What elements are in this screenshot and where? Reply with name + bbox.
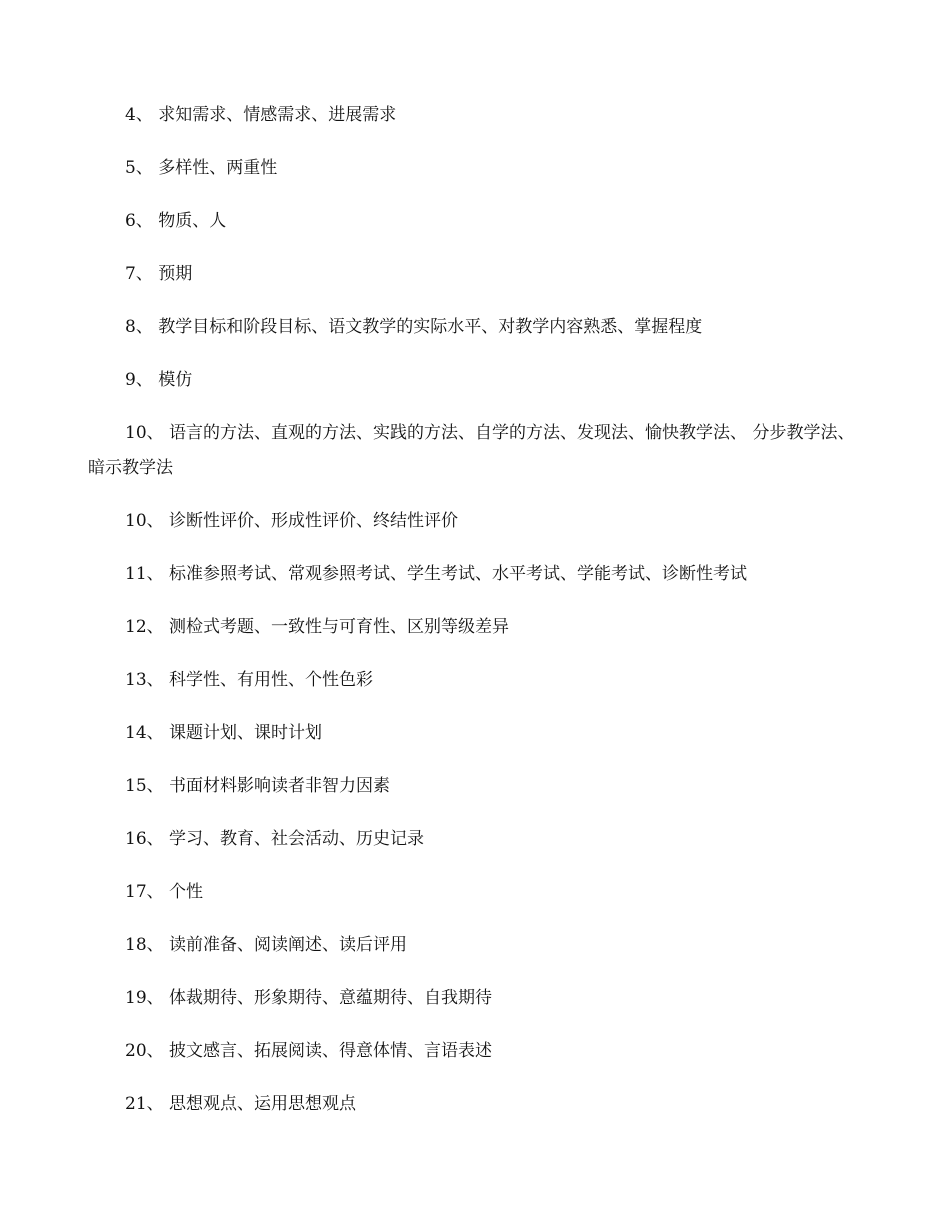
item-number: 7 (125, 264, 136, 284)
list-item (88, 257, 868, 292)
item-text: 求知需求、情感需求、进展需求 (158, 105, 397, 125)
item-text: 预期 (158, 264, 193, 284)
item-number: 18 (125, 935, 147, 955)
item-separator: 、 (146, 882, 164, 902)
item-text: 读前准备、阅读阐述、读后评用 (169, 935, 408, 955)
item-separator: 、 (146, 423, 164, 443)
item-number: 9 (125, 370, 136, 390)
item-separator: 、 (135, 105, 153, 125)
item-number: 12 (125, 617, 147, 637)
item-text: 标准参照考试、常观参照考试、学生考试、水平考试、学能考试、诊断性考试 (169, 564, 748, 584)
list-item (88, 981, 868, 1016)
item-number: 10 (125, 511, 147, 531)
answer-list (88, 98, 868, 1140)
list-item (88, 310, 868, 345)
list-item (88, 363, 868, 398)
list-item (88, 663, 868, 698)
item-separator: 、 (146, 564, 164, 584)
list-item (88, 1087, 868, 1122)
item-separator: 、 (146, 1094, 164, 1114)
item-text: 教学目标和阶段目标、语文教学的实际水平、对教学内容熟悉、掌握程度 (158, 317, 703, 337)
item-text: 思想观点、运用思想观点 (169, 1094, 357, 1114)
list-item (88, 875, 868, 910)
item-text: 测检式考题、一致性与可育性、区别等级差异 (169, 617, 510, 637)
item-number: 16 (125, 829, 147, 849)
item-separator: 、 (135, 211, 153, 231)
list-item (88, 822, 868, 857)
item-number: 8 (125, 317, 136, 337)
item-text: 科学性、有用性、个性色彩 (169, 670, 374, 690)
item-separator: 、 (146, 1041, 164, 1061)
list-item (88, 151, 868, 186)
item-number: 15 (125, 776, 147, 796)
item-separator: 、 (146, 511, 164, 531)
item-text: 学习、教育、社会活动、历史记录 (169, 829, 425, 849)
list-item (88, 1034, 868, 1069)
list-item (88, 769, 868, 804)
item-separator: 、 (135, 158, 153, 178)
item-number: 6 (125, 211, 136, 231)
item-text: 诊断性评价、形成性评价、终结性评价 (169, 511, 459, 531)
item-text: 模仿 (158, 370, 193, 390)
item-separator: 、 (135, 370, 153, 390)
item-number: 21 (125, 1094, 147, 1114)
item-separator: 、 (146, 776, 164, 796)
item-number: 19 (125, 988, 147, 1008)
list-item (88, 610, 868, 645)
list-item (88, 928, 868, 963)
item-number: 13 (125, 670, 147, 690)
item-text: 书面材料影响读者非智力因素 (169, 776, 391, 796)
item-separator: 、 (146, 617, 164, 637)
list-item (88, 716, 868, 751)
list-item (88, 98, 868, 133)
list-item (88, 504, 868, 539)
item-separator: 、 (146, 988, 164, 1008)
item-number: 5 (125, 158, 136, 178)
item-number: 10 (125, 423, 147, 443)
item-number: 11 (125, 564, 147, 584)
list-item (88, 557, 868, 592)
item-separator: 、 (135, 317, 153, 337)
item-number: 17 (125, 882, 147, 902)
item-number: 4 (125, 105, 136, 125)
item-number: 14 (125, 723, 147, 743)
item-separator: 、 (146, 935, 164, 955)
list-item (88, 416, 868, 486)
item-text: 个性 (169, 882, 204, 902)
item-text: 语言的方法、直观的方法、实践的方法、自学的方法、发现法、愉快教学法、 分步教学法、暗示教学法 (88, 423, 855, 478)
item-text: 披文感言、拓展阅读、得意体情、言语表述 (169, 1041, 493, 1061)
list-item (88, 204, 868, 239)
item-separator: 、 (146, 723, 164, 743)
item-number: 20 (125, 1041, 147, 1061)
item-text: 多样性、两重性 (158, 158, 278, 178)
item-separator: 、 (135, 264, 153, 284)
item-separator: 、 (146, 829, 164, 849)
item-separator: 、 (146, 670, 164, 690)
item-text: 体裁期待、形象期待、意蕴期待、自我期待 (169, 988, 493, 1008)
item-text: 物质、人 (158, 211, 227, 231)
item-text: 课题计划、课时计划 (169, 723, 323, 743)
